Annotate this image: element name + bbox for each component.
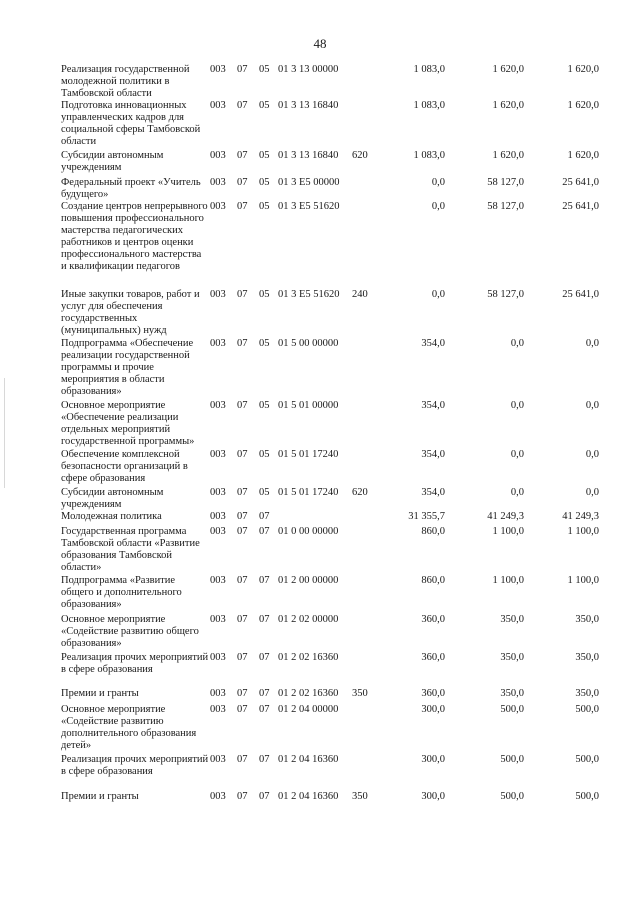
row-subsection-code: 05	[259, 487, 270, 498]
row-subsection-code: 05	[259, 400, 270, 411]
row-amount-year2: 350,0	[500, 614, 524, 625]
row-expense-type: 350	[352, 688, 368, 699]
row-amount-year2: 500,0	[500, 754, 524, 765]
row-subsection-code: 05	[259, 150, 270, 161]
row-section-code: 07	[237, 449, 248, 460]
row-subsection-code: 05	[259, 64, 270, 75]
row-amount-year3: 1 620,0	[567, 64, 599, 75]
row-amount-year1: 354,0	[421, 338, 445, 349]
row-ministry-code: 003	[210, 791, 226, 802]
row-amount-year3: 1 100,0	[567, 526, 599, 537]
row-amount-year3: 41 249,3	[562, 511, 599, 522]
row-target-article: 01 2 02 16360	[278, 688, 339, 699]
row-amount-year1: 1 083,0	[413, 100, 445, 111]
row-subsection-code: 07	[259, 575, 270, 586]
row-section-code: 07	[237, 526, 248, 537]
row-amount-year3: 0,0	[585, 487, 599, 498]
row-amount-year1: 300,0	[421, 791, 445, 802]
row-target-article: 01 3 E5 51620	[278, 289, 340, 300]
row-amount-year2: 58 127,0	[487, 289, 524, 300]
row-name: Подпрограмма «Развитие общего и дополнительного образования»	[61, 575, 182, 610]
row-subsection-code: 07	[259, 754, 270, 765]
row-subsection-code: 05	[259, 449, 270, 460]
row-ministry-code: 003	[210, 487, 226, 498]
row-amount-year2: 0,0	[510, 449, 524, 460]
row-amount-year3: 1 620,0	[567, 150, 599, 161]
row-amount-year1: 0,0	[431, 177, 445, 188]
row-name: Реализация прочих мероприятий в сфере образования	[61, 652, 209, 675]
row-amount-year2: 0,0	[510, 338, 524, 349]
row-amount-year3: 25 641,0	[562, 289, 599, 300]
row-amount-year1: 300,0	[421, 704, 445, 715]
row-amount-year2: 500,0	[500, 791, 524, 802]
row-ministry-code: 003	[210, 449, 226, 460]
row-amount-year3: 1 620,0	[567, 100, 599, 111]
row-amount-year1: 300,0	[421, 754, 445, 765]
row-expense-type: 240	[352, 289, 368, 300]
row-amount-year2: 0,0	[510, 400, 524, 411]
row-ministry-code: 003	[210, 754, 226, 765]
row-name: Основное мероприятие «Содействие развитию общего образования»	[61, 614, 199, 649]
row-amount-year2: 1 100,0	[492, 575, 524, 586]
row-subsection-code: 05	[259, 201, 270, 212]
row-amount-year1: 360,0	[421, 688, 445, 699]
row-amount-year1: 360,0	[421, 614, 445, 625]
row-amount-year1: 860,0	[421, 575, 445, 586]
row-target-article: 01 3 13 16840	[278, 100, 339, 111]
row-target-article: 01 5 01 17240	[278, 449, 339, 460]
row-ministry-code: 003	[210, 100, 226, 111]
row-amount-year1: 860,0	[421, 526, 445, 537]
row-section-code: 07	[237, 652, 248, 663]
row-name: Реализация прочих мероприятий в сфере образования	[61, 754, 209, 777]
row-section-code: 07	[237, 614, 248, 625]
row-subsection-code: 07	[259, 688, 270, 699]
row-amount-year3: 0,0	[585, 400, 599, 411]
row-section-code: 07	[237, 150, 248, 161]
row-section-code: 07	[237, 100, 248, 111]
row-amount-year3: 0,0	[585, 338, 599, 349]
row-amount-year3: 350,0	[575, 614, 599, 625]
row-amount-year2: 58 127,0	[487, 177, 524, 188]
row-target-article: 01 2 04 16360	[278, 791, 339, 802]
row-ministry-code: 003	[210, 150, 226, 161]
row-subsection-code: 05	[259, 177, 270, 188]
row-ministry-code: 003	[210, 177, 226, 188]
row-amount-year3: 500,0	[575, 791, 599, 802]
row-target-article: 01 2 00 00000	[278, 575, 339, 586]
row-ministry-code: 003	[210, 704, 226, 715]
row-section-code: 07	[237, 704, 248, 715]
row-name: Молодежная политика	[61, 511, 162, 522]
row-section-code: 07	[237, 64, 248, 75]
row-name: Премии и гранты	[61, 688, 139, 699]
row-subsection-code: 07	[259, 614, 270, 625]
row-name: Премии и гранты	[61, 791, 139, 802]
row-subsection-code: 07	[259, 526, 270, 537]
row-section-code: 07	[237, 400, 248, 411]
row-amount-year1: 0,0	[431, 201, 445, 212]
row-target-article: 01 2 02 16360	[278, 652, 339, 663]
row-subsection-code: 05	[259, 338, 270, 349]
row-amount-year2: 350,0	[500, 652, 524, 663]
row-ministry-code: 003	[210, 64, 226, 75]
row-subsection-code: 05	[259, 289, 270, 300]
row-ministry-code: 003	[210, 614, 226, 625]
row-target-article: 01 2 02 00000	[278, 614, 339, 625]
row-amount-year2: 1 620,0	[492, 150, 524, 161]
row-section-code: 07	[237, 688, 248, 699]
row-name: Основное мероприятие «Обеспечение реализации отдельных мероприятий государственной программы»	[61, 400, 195, 447]
row-name: Основное мероприятие «Содействие развитию дополнительного образования детей»	[61, 704, 197, 751]
row-subsection-code: 07	[259, 704, 270, 715]
row-amount-year3: 500,0	[575, 704, 599, 715]
row-target-article: 01 3 13 00000	[278, 64, 339, 75]
row-amount-year3: 0,0	[585, 449, 599, 460]
row-amount-year2: 1 620,0	[492, 64, 524, 75]
row-ministry-code: 003	[210, 338, 226, 349]
row-amount-year3: 25 641,0	[562, 201, 599, 212]
row-subsection-code: 07	[259, 791, 270, 802]
row-amount-year2: 1 620,0	[492, 100, 524, 111]
row-ministry-code: 003	[210, 575, 226, 586]
row-name: Субсидии автономным учреждениям	[61, 150, 164, 173]
row-ministry-code: 003	[210, 400, 226, 411]
scan-margin-mark	[4, 378, 5, 488]
row-ministry-code: 003	[210, 688, 226, 699]
row-name: Субсидии автономным учреждениям	[61, 487, 164, 510]
row-section-code: 07	[237, 487, 248, 498]
row-amount-year2: 350,0	[500, 688, 524, 699]
row-section-code: 07	[237, 575, 248, 586]
row-amount-year1: 360,0	[421, 652, 445, 663]
row-subsection-code: 07	[259, 652, 270, 663]
row-amount-year1: 354,0	[421, 400, 445, 411]
row-subsection-code: 05	[259, 100, 270, 111]
row-section-code: 07	[237, 201, 248, 212]
row-target-article: 01 5 01 00000	[278, 400, 339, 411]
row-amount-year2: 41 249,3	[487, 511, 524, 522]
row-name: Реализация государственной молодежной политики в Тамбовской области	[61, 64, 190, 99]
row-amount-year2: 1 100,0	[492, 526, 524, 537]
row-amount-year2: 58 127,0	[487, 201, 524, 212]
row-ministry-code: 003	[210, 526, 226, 537]
row-target-article: 01 3 E5 00000	[278, 177, 340, 188]
row-amount-year3: 500,0	[575, 754, 599, 765]
row-name: Иные закупки товаров, работ и услуг для обеспечения государственных (муниципальных) нужд	[61, 289, 200, 336]
row-amount-year3: 350,0	[575, 688, 599, 699]
row-amount-year1: 354,0	[421, 487, 445, 498]
row-target-article: 01 2 04 16360	[278, 754, 339, 765]
row-target-article: 01 5 01 17240	[278, 487, 339, 498]
row-amount-year3: 25 641,0	[562, 177, 599, 188]
row-section-code: 07	[237, 177, 248, 188]
row-amount-year2: 0,0	[510, 487, 524, 498]
row-amount-year1: 1 083,0	[413, 64, 445, 75]
row-expense-type: 620	[352, 150, 368, 161]
row-expense-type: 620	[352, 487, 368, 498]
row-amount-year2: 500,0	[500, 704, 524, 715]
row-target-article: 01 5 00 00000	[278, 338, 339, 349]
row-ministry-code: 003	[210, 201, 226, 212]
row-amount-year3: 350,0	[575, 652, 599, 663]
row-ministry-code: 003	[210, 289, 226, 300]
row-ministry-code: 003	[210, 652, 226, 663]
row-name: Подпрограмма «Обеспечение реализации государственной программы и прочие мероприятия в области образования»	[61, 338, 194, 397]
row-target-article: 01 0 00 00000	[278, 526, 339, 537]
row-name: Федеральный проект «Учитель будущего»	[61, 177, 201, 200]
row-target-article: 01 3 13 16840	[278, 150, 339, 161]
row-name: Государственная программа Тамбовской области «Развитие образования Тамбовской области»	[61, 526, 200, 573]
row-expense-type: 350	[352, 791, 368, 802]
page-number: 48	[313, 36, 327, 51]
row-name: Обеспечение комплексной безопасности организаций в сфере образования	[61, 449, 188, 484]
row-section-code: 07	[237, 338, 248, 349]
row-name: Подготовка инновационных управленческих кадров для социальной сферы Тамбовской области	[61, 100, 201, 147]
row-amount-year1: 354,0	[421, 449, 445, 460]
row-amount-year1: 0,0	[431, 289, 445, 300]
row-ministry-code: 003	[210, 511, 226, 522]
row-amount-year1: 1 083,0	[413, 150, 445, 161]
row-amount-year3: 1 100,0	[567, 575, 599, 586]
row-section-code: 07	[237, 289, 248, 300]
row-subsection-code: 07	[259, 511, 270, 522]
row-target-article: 01 3 E5 51620	[278, 201, 340, 212]
row-section-code: 07	[237, 791, 248, 802]
row-amount-year1: 31 355,7	[408, 511, 445, 522]
row-section-code: 07	[237, 511, 248, 522]
row-name: Создание центров непрерывного повышения профессионального мастерства педагогических работников и центров оценки профессионального мастерства и квалификации педагогов	[61, 201, 208, 272]
row-target-article: 01 2 04 00000	[278, 704, 339, 715]
row-section-code: 07	[237, 754, 248, 765]
